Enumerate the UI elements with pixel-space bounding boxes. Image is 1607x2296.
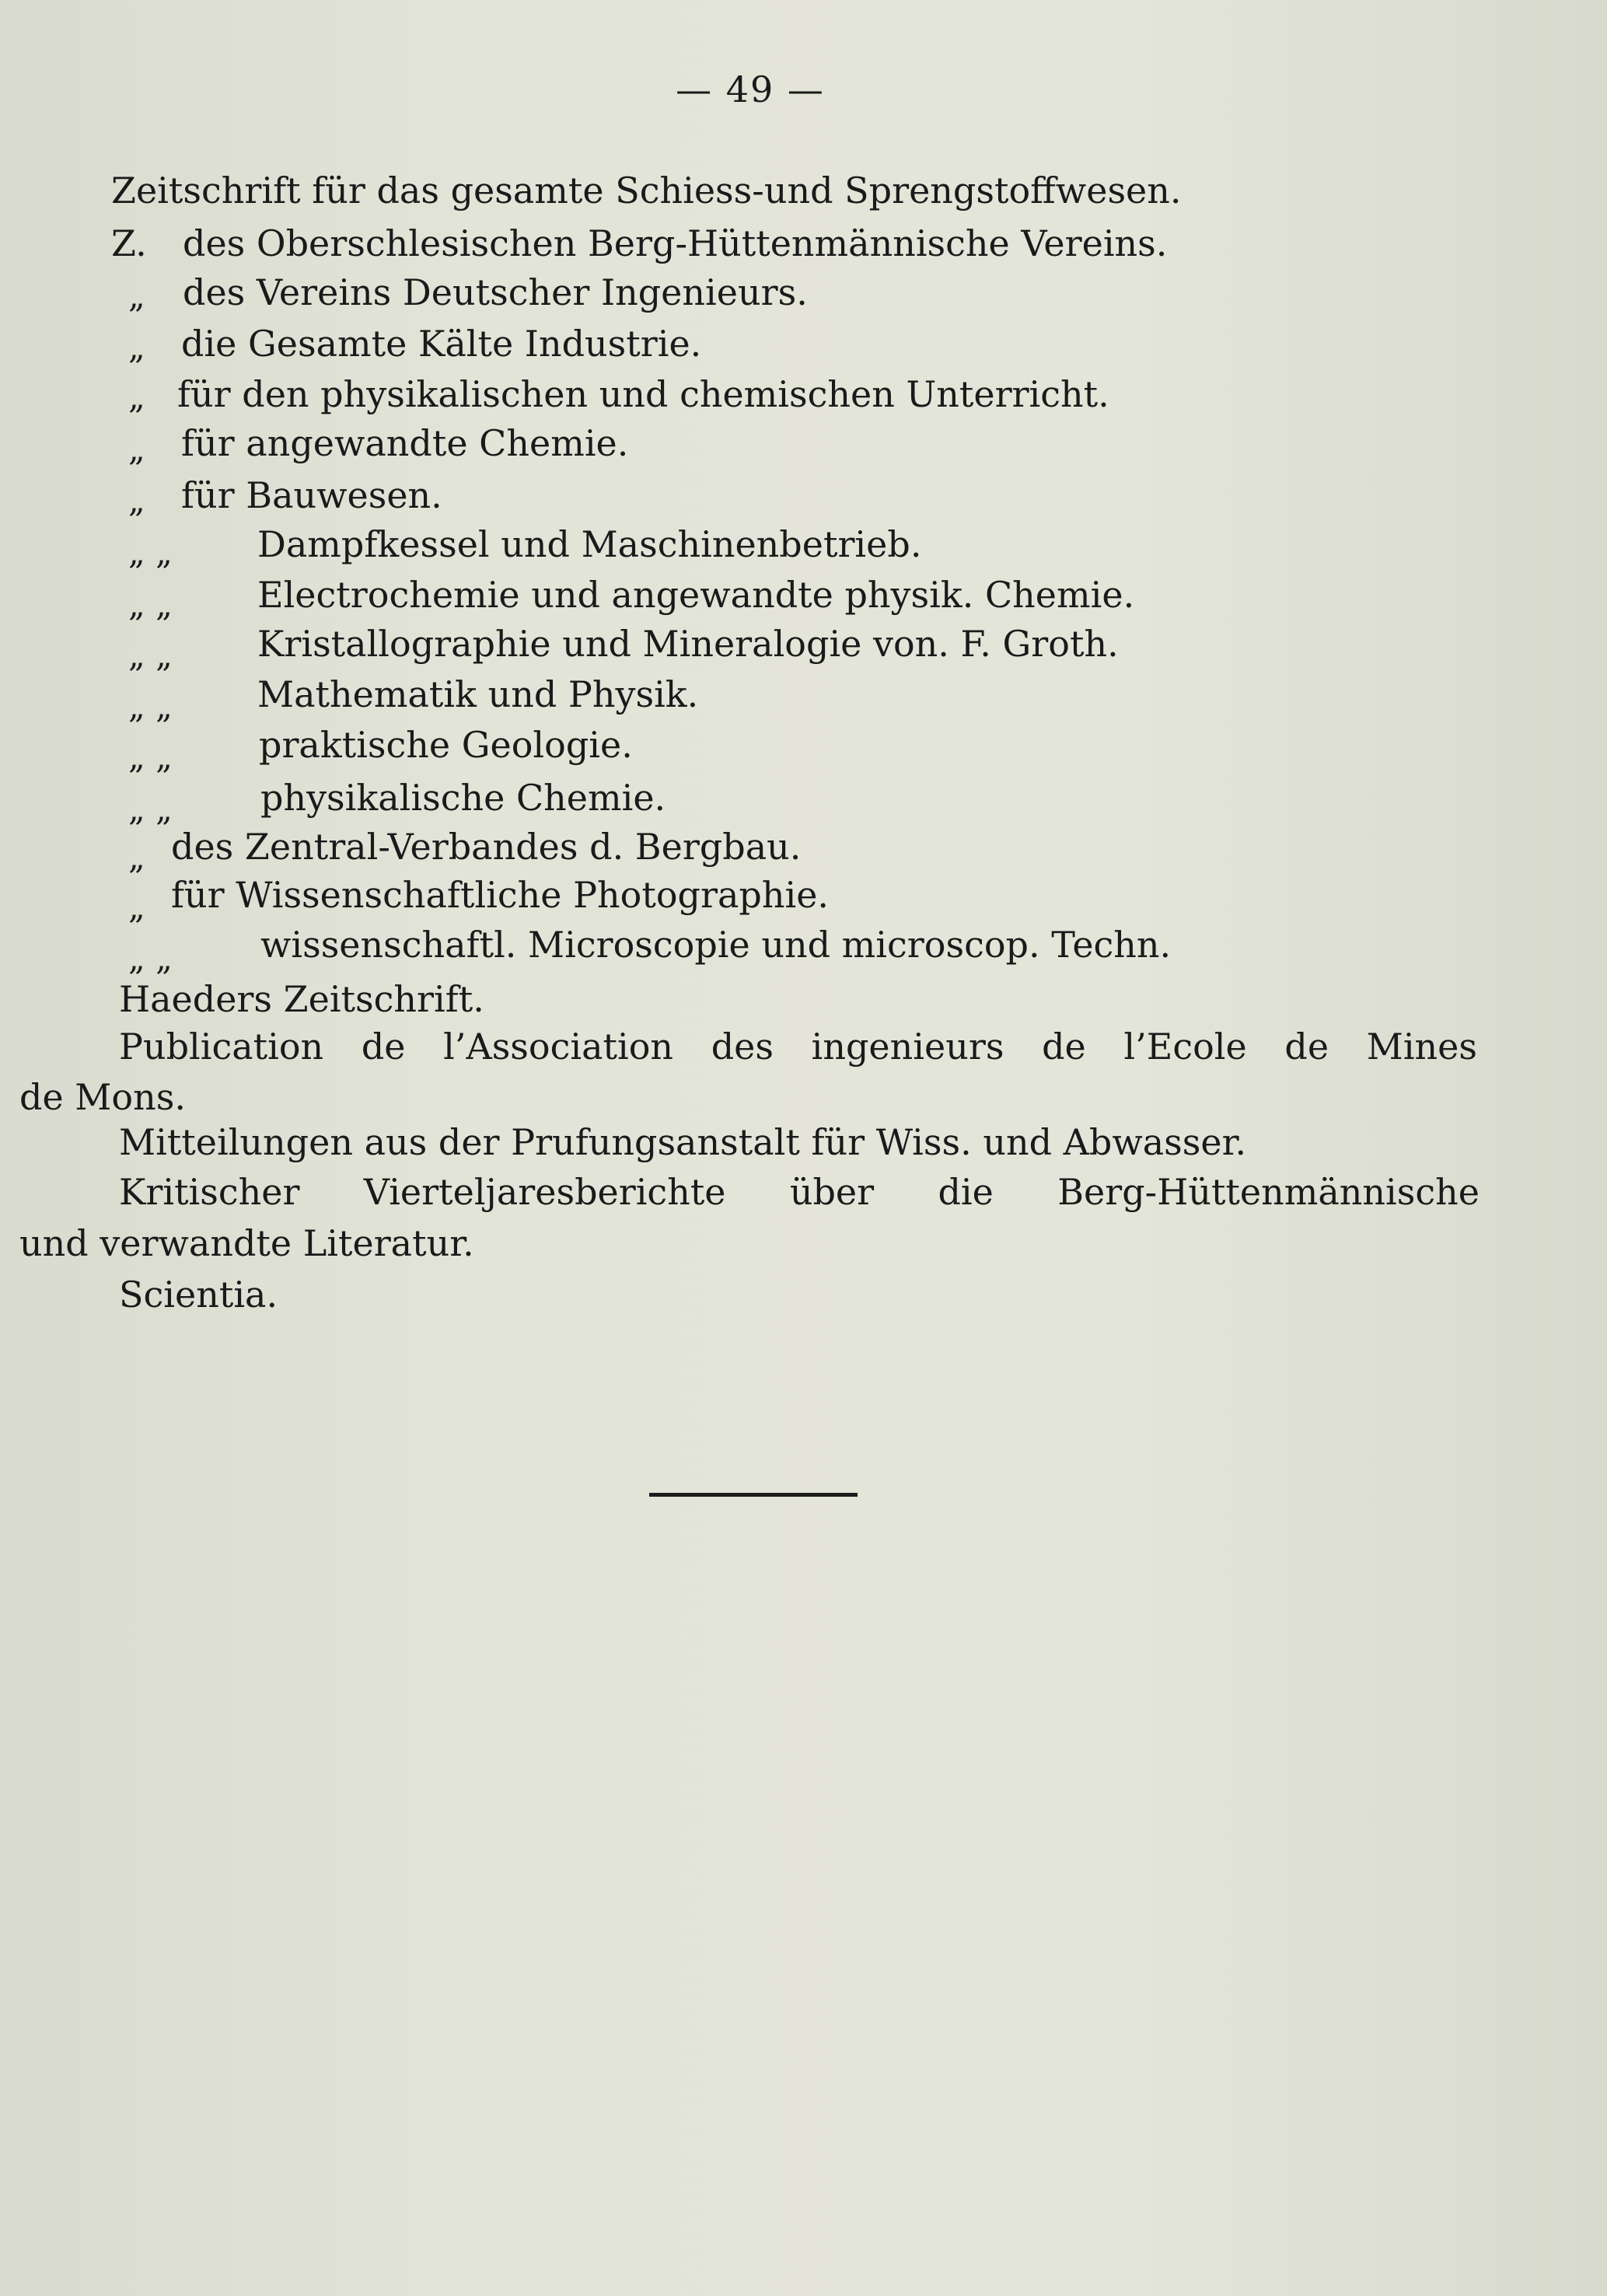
entry-ditto: „ „ bbox=[128, 939, 173, 977]
entry-ditto: „ „ bbox=[128, 738, 173, 776]
entry-ditto: „ „ bbox=[128, 585, 173, 624]
entry-text: Zeitschrift für das gesamte Schiess-und Sprengstoffwesen. bbox=[111, 169, 1182, 211]
entry-ditto: Z. bbox=[111, 222, 147, 264]
entry-text: Electrochemie und angewandte physik. Chemie. bbox=[257, 574, 1135, 616]
entry-text: die Gesamte Kälte Industrie. bbox=[181, 323, 702, 365]
entry-text: des Zentral-Verbandes d. Bergbau. bbox=[171, 826, 802, 868]
entry-text: für Wissenschaftliche Photographie. bbox=[171, 874, 830, 916]
closing-rule bbox=[649, 1493, 858, 1497]
entry-ditto: „ „ bbox=[128, 636, 173, 674]
entry-ditto: „ „ bbox=[128, 790, 173, 828]
entry-ditto: „ bbox=[128, 378, 145, 416]
entry-text: für den physikalischen und chemischen Unterricht. bbox=[177, 373, 1109, 415]
publication-title-line2: de Mons. bbox=[19, 1076, 186, 1118]
entry-ditto: „ bbox=[128, 430, 145, 468]
entry-text: für angewandte Chemie. bbox=[181, 422, 629, 464]
entry-ditto: „ bbox=[128, 888, 145, 926]
entry-text: des Vereins Deutscher Ingenieurs. bbox=[183, 271, 808, 313]
entry-text: wissenschaftl. Microscopie und microscop. Techn. bbox=[260, 924, 1172, 966]
entry-text: Dampfkessel und Maschinenbetrieb. bbox=[257, 523, 922, 565]
entry-ditto: „ „ bbox=[128, 533, 173, 571]
entry-text: Mathematik und Physik. bbox=[257, 673, 699, 715]
entry-ditto: „ „ bbox=[128, 687, 173, 725]
entry-ditto: „ bbox=[128, 838, 145, 876]
entry-ditto: „ bbox=[128, 277, 145, 315]
entry-ditto: „ bbox=[128, 328, 145, 366]
entry-ditto: „ bbox=[128, 481, 145, 519]
mitteilungen-title: Mitteilungen aus der Prufungsanstalt für Wiss. und Abwasser. bbox=[119, 1121, 1247, 1163]
haeders-title: Haeders Zeitschrift. bbox=[119, 978, 484, 1020]
page-number: — 49 — bbox=[676, 68, 825, 110]
entry-text: physikalische Chemie. bbox=[260, 777, 666, 819]
entry-text: für Bauwesen. bbox=[181, 474, 442, 516]
publication-title-line1: Publication de l’Association des ingenieurs de l’Ecole de Mines bbox=[119, 1026, 1477, 1068]
entry-text: des Oberschlesischen Berg-Hüttenmännische Vereins. bbox=[183, 222, 1168, 264]
kritischer-title-line1: Kritischer Vierteljaresberichte über die Berg-Hüttenmännische bbox=[119, 1171, 1479, 1213]
entry-text: praktische Geologie. bbox=[259, 724, 633, 766]
scientia-title: Scientia. bbox=[119, 1274, 278, 1316]
kritischer-title-line2: und verwandte Literatur. bbox=[19, 1222, 474, 1264]
entry-text: Kristallographie und Mineralogie von. F. Groth. bbox=[257, 623, 1119, 665]
